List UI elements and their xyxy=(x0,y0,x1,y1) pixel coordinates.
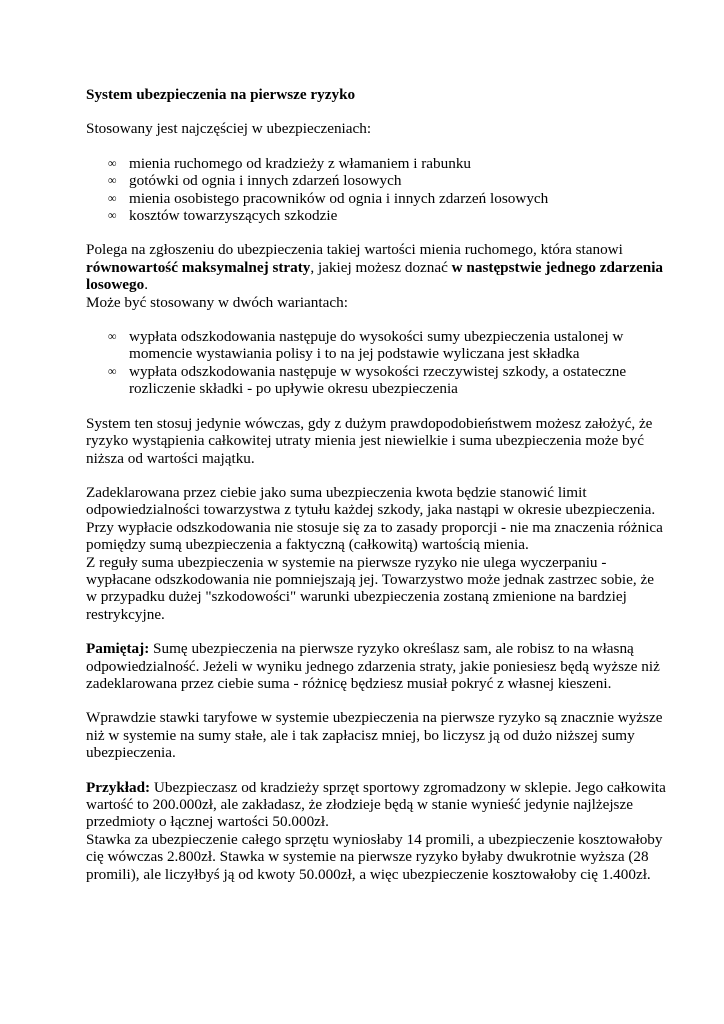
limit-paragraph: Zadeklarowana przez ciebie jako suma ubezpieczenia kwota będzie stanowić limit odpowiedzialności towarzystwa z tytułu każdej szkody, jaka nastąpi w okresie ubezpieczenia. Przy wypłacie odszkodowania nie stosuje się za to zasady proporcji - nie ma znaczenia różnica pomiędzy sumą ubezpieczenia a faktyczną (całkowitą) wartością mienia. xyxy=(86,483,663,554)
list-item-text: gotówki od ognia i innych zdarzeń losowych xyxy=(129,172,402,190)
list-item-text: mienia ruchomego od kradzieży z włamaniem i rabunku xyxy=(129,154,472,172)
variants-intro: Może być stosowany w dwóch wariantach: xyxy=(86,293,348,311)
example-paragraph xyxy=(86,779,666,831)
list-item xyxy=(86,328,666,363)
remember-label: Pamiętaj: xyxy=(86,640,150,658)
infinity-bullet-icon: ∞ xyxy=(108,208,117,223)
example-label: Przykład: xyxy=(86,778,151,796)
infinity-bullet-icon: ∞ xyxy=(108,363,117,378)
usage-paragraph: System ten stosuj jedynie wówczas, gdy z dużym prawdopodobieństwem możesz założyć, że ryzyko wystąpienia całkowitej utraty mienia jest niewielkie i suma ubezpieczenia może być niższa od wartości majątku. xyxy=(86,414,653,467)
intro-text: Stosowany jest najczęściej w ubezpieczeniach: xyxy=(86,120,372,138)
infinity-bullet-icon: ∞ xyxy=(108,190,117,205)
list-item-text: kosztów towarzyszących szkodzie xyxy=(129,207,338,225)
definition-text: , jakiej możesz doznać xyxy=(310,258,452,276)
list-item-text: mienia osobistego pracowników od ognia i innych zdarzeń losowych xyxy=(129,189,549,207)
example-calculation: Stawka za ubezpieczenie całego sprzętu wyniosłaby 14 promili, a ubezpieczenie kosztowałoby cię wówczas 2.800zł. Stawka w systemie na pierwsze ryzyko byłaby dwukrotnie wyższa (28 promili), ale liczyłbyś ją od kwoty 50.000zł, a więc ubezpieczenie kosztowałoby cię 1.400zł. xyxy=(86,830,663,883)
list-item xyxy=(86,190,666,207)
list-item-text: wypłata odszkodowania następuje do wysokości sumy ubezpieczenia ustalonej w momencie wystawiania polisy i to na jej podstawie wyliczana jest składka xyxy=(129,328,624,363)
list-item xyxy=(86,363,666,398)
list-item xyxy=(86,155,666,172)
remember-paragraph xyxy=(86,640,666,692)
definition-paragraph xyxy=(86,241,666,293)
example-text: Ubezpieczasz od kradzieży sprzęt sportowy zgromadzony w sklepie. Jego całkowita wartość to 200.000zł, ale zakładasz, że złodzieje będą w stanie wynieść jedynie najlżejsze przedmioty o łącznej wartości 50.000zł. xyxy=(86,778,666,831)
remember-text: Sumę ubezpieczenia na pierwsze ryzyko określasz sam, ale robisz to na własną odpowiedzialność. Jeżeli w wyniku jednego zdarzenia straty, jakie poniesiesz będą wyższe niż zadeklarowana przez ciebie suma - różnicę będziesz musiał pokryć z własnej kieszeni. xyxy=(86,640,660,692)
infinity-bullet-icon: ∞ xyxy=(108,173,117,188)
variants-list xyxy=(86,328,666,398)
infinity-bullet-icon: ∞ xyxy=(108,329,117,344)
list-item xyxy=(86,172,666,189)
document-page xyxy=(86,86,666,883)
definition-text: . xyxy=(144,276,149,294)
document-title: System ubezpieczenia na pierwsze ryzyko xyxy=(86,86,356,103)
list-item-text: wypłata odszkodowania następuje w wysokości rzeczywistej szkody, a ostateczne rozliczenie składki - po upływie okresu ubezpieczenia xyxy=(129,362,627,398)
rates-paragraph: Wprawdzie stawki taryfowe w systemie ubezpieczenia na pierwsze ryzyko są znacznie wyższe niż w systemie na sumy stałe, ale i tak zapłacisz mniej, bo liczysz ją od dużo niższej sumy ubezpieczenia. xyxy=(86,709,663,762)
definition-text: Polega na zgłoszeniu do ubezpieczenia takiej wartości mienia ruchomego, która stanowi xyxy=(86,241,623,259)
infinity-bullet-icon: ∞ xyxy=(108,155,117,170)
insurance-types-list xyxy=(86,155,666,225)
exhaustion-paragraph: Z reguły suma ubezpieczenia w systemie na pierwsze ryzyko nie ulega wyczerpaniu - wypłacane odszkodowania nie pomniejszają jej. Towarzystwo może jednak zastrzec sobie, że w przypadku dużej "szkodowości" warunki ubezpieczenia zostaną zmienione na bardziej restrykcyjne. xyxy=(86,553,654,623)
list-item xyxy=(86,207,666,224)
max-loss-emphasis: równowartość maksymalnej straty xyxy=(86,258,311,276)
single-event-emphasis: w następstwie jednego zdarzenia losowego xyxy=(86,258,664,294)
